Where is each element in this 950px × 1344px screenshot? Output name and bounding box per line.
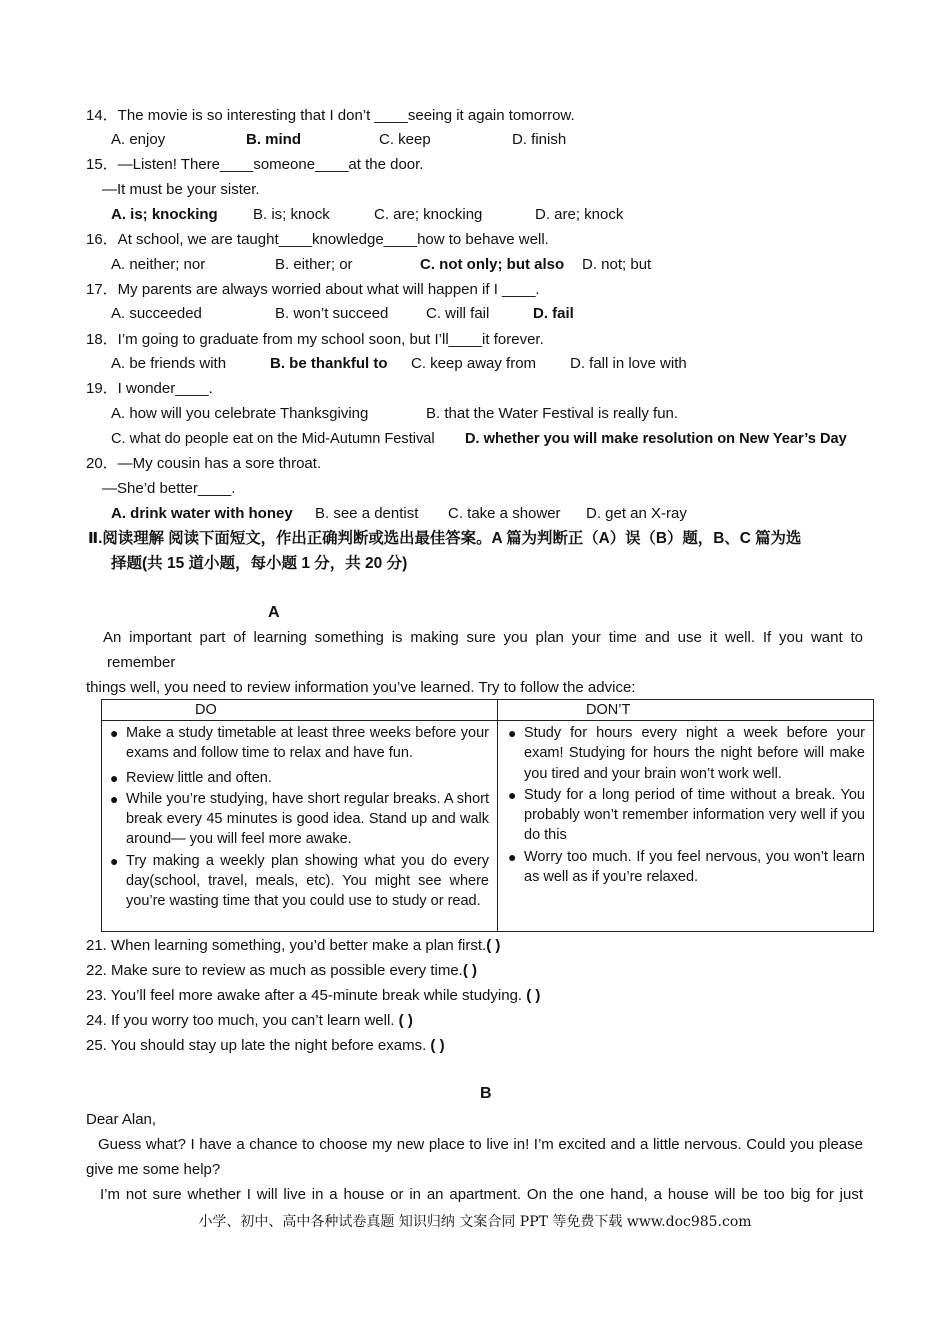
statement-21 [86, 936, 500, 956]
q14-option-c: C. keep [379, 131, 431, 148]
q16-option-b: B. either; or [275, 256, 353, 273]
statement-21-text: 21. When learning something, you’d better make a plan first. [86, 937, 487, 954]
q20-option-c: C. take a shower [448, 505, 561, 522]
answer-blank: ( ) [398, 1012, 413, 1029]
q15-option-d: D. are; knock [535, 206, 624, 223]
statement-23-text: 23. You’ll feel more awake after a 45-minute break while studying. [86, 987, 527, 1004]
statement-23 [86, 986, 540, 1006]
section-2-heading-line2: 择题(共 15 道小题，每小题 1 分，共 20 分) [111, 555, 408, 572]
passage-a-intro-line1: An important part of learning something is making sure you plan your time and use it well. If you want to [103, 629, 863, 646]
question-15-stem-reply: —It must be your sister. [102, 181, 260, 198]
page-footer: 小学、初中、高中各种试卷真题 知识归纳 文案合同 PPT 等免费下载 www.doc985.com [198, 1214, 752, 1230]
dont-item: ● Worry too much. If you feel nervous, you won’t learn as well as if you’re relaxed. [510, 847, 865, 888]
advice-table [101, 699, 874, 932]
do-item: ● Make a study timetable at least three weeks before your exams and follow time to relax and have fun. [112, 723, 489, 764]
q20-option-b: B. see a dentist [315, 505, 419, 522]
question-20-stem: 20．—My cousin has a sore throat. [86, 455, 322, 472]
dont-item: ● Study for a long period of time without a break. You probably won’t remember information very well if you do this [510, 785, 865, 846]
letter-greeting: Dear Alan, [86, 1111, 157, 1128]
q20-option-a: A. drink water with honey [111, 505, 293, 522]
q16-option-d: D. not; but [582, 256, 652, 273]
q19-option-b: B. that the Water Festival is really fun. [426, 405, 679, 422]
q19-option-c: C. what do people eat on the Mid-Autumn Festival [111, 431, 435, 447]
q18-option-c: C. keep away from [411, 355, 537, 372]
q15-option-c: C. are; knocking [374, 206, 483, 223]
question-19-stem: 19．I wonder____. [86, 380, 213, 397]
dont-item: ● Study for hours every night a week before your exam! Studying for hours the night before will make you tired and your brain won’t work well. [510, 723, 865, 784]
statement-22-text: 22. Make sure to review as much as possible every time. [86, 962, 463, 979]
do-cell [102, 721, 498, 932]
do-item: ● Review little and often. [112, 768, 489, 788]
passage-a-intro-line3: things well, you need to review information you’ve learned. Try to follow the advice: [86, 679, 636, 696]
question-17-stem: 17．My parents are always worried about what will happen if I ____. [86, 281, 540, 298]
question-14-stem: 14．The movie is so interesting that I don’t ____seeing it again tomorrow. [86, 107, 575, 124]
q17-option-a: A. succeeded [111, 305, 202, 322]
dont-column-header: DON’T [498, 700, 874, 721]
q20-option-d: D. get an X-ray [586, 505, 687, 522]
question-18-stem: 18．I’m going to graduate from my school soon, but I’ll____it forever. [86, 331, 544, 348]
q14-option-a: A. enjoy [111, 131, 166, 148]
answer-blank: ( ) [486, 937, 501, 954]
q16-option-a: A. neither; nor [111, 256, 206, 273]
dont-cell [498, 721, 874, 932]
q18-option-d: D. fall in love with [570, 355, 687, 372]
q14-option-b: B. mind [246, 131, 301, 148]
q17-option-b: B. won’t succeed [275, 305, 389, 322]
do-column-header: DO [102, 700, 498, 721]
q15-option-b: B. is; knock [253, 206, 330, 223]
statement-25 [86, 1036, 445, 1056]
statement-24 [86, 1011, 413, 1031]
statement-25-text: 25. You should stay up late the night before exams. [86, 1037, 431, 1054]
passage-a-intro-line2: remember [107, 654, 176, 671]
q19-option-a: A. how will you celebrate Thanksgiving [111, 405, 369, 422]
passage-b-label: B [480, 1085, 492, 1102]
passage-a-label: A [268, 604, 280, 621]
q19-option-d: D. whether you will make resolution on New Year’s Day [465, 431, 847, 447]
answer-blank: ( ) [526, 987, 541, 1004]
statement-22 [86, 961, 477, 981]
question-16-stem: 16．At school, we are taught____knowledge____how to behave well. [86, 231, 549, 248]
q14-option-d: D. finish [512, 131, 567, 148]
question-15-stem: 15．—Listen! There____someone____at the door. [86, 156, 424, 173]
statement-24-text: 24. If you worry too much, you can’t learn well. [86, 1012, 399, 1029]
q17-option-c: C. will fail [426, 305, 490, 322]
answer-blank: ( ) [462, 962, 477, 979]
q17-option-d: D. fail [533, 305, 574, 322]
do-item: ● Try making a weekly plan showing what you do every day(school, travel, meals, etc). You might see where you’re wasting time that you could use to study or read. [112, 851, 489, 912]
q16-option-c: C. not only; but also [420, 256, 565, 273]
passage-b-p2-line1: I’m not sure whether I will live in a house or in an apartment. On the one hand, a house will be too big for just [100, 1186, 863, 1203]
q18-option-b: B. be thankful to [270, 355, 388, 372]
question-20-stem-reply: —She’d better____. [102, 480, 236, 497]
passage-b-p1-line2: give me some help? [86, 1161, 221, 1178]
q18-option-a: A. be friends with [111, 355, 227, 372]
answer-blank: ( ) [430, 1037, 445, 1054]
do-item: ● While you’re studying, have short regular breaks. A short break every 45 minutes is good idea. Stand up and walk around— you will feel more awake. [112, 789, 489, 850]
passage-b-p1-line1: Guess what? I have a chance to choose my new place to live in! I’m excited and a little nervous. Could you please [98, 1136, 863, 1153]
section-2-heading-line1: Ⅱ.阅读理解 阅读下面短文，作出正确判断或选出最佳答案。A 篇为判断正（A）误（B）题，B、C 篇为选 [88, 530, 802, 547]
q15-option-a: A. is; knocking [111, 206, 218, 223]
